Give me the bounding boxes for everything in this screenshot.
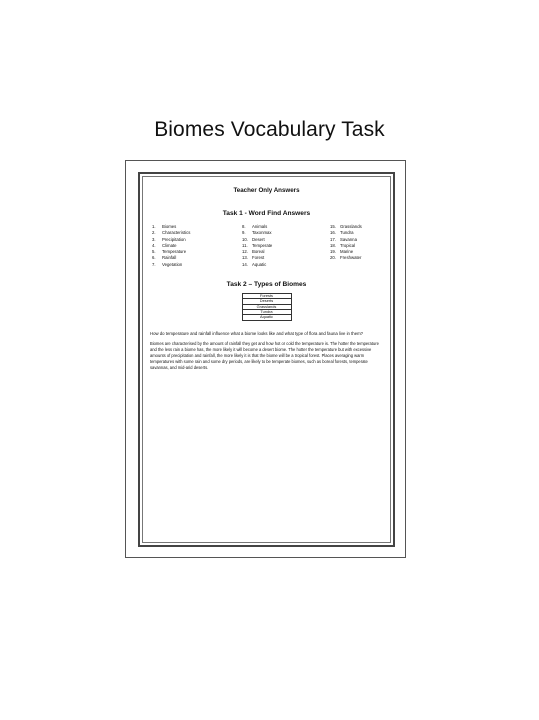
answer-column-2: [242, 224, 330, 268]
answer-number: 17.: [330, 236, 336, 242]
answer-number: 3.: [152, 236, 156, 242]
answer-number: 6.: [152, 255, 156, 261]
answer-word: Forest: [252, 255, 265, 261]
table-row: [242, 315, 291, 320]
biome-cell: Tundra: [242, 309, 291, 314]
answer-column-1: [152, 224, 242, 268]
answer-number: 2.: [152, 230, 156, 236]
answer-word: Grasslands: [340, 224, 362, 229]
answer-number: 16.: [330, 230, 336, 236]
answer-word: Animals: [252, 224, 268, 229]
answer-word: Marine: [340, 249, 354, 255]
page-heading: Biomes Vocabulary Task: [154, 118, 385, 141]
worksheet-content: [150, 187, 383, 371]
answer-number: 9.: [242, 230, 246, 236]
biome-cell: Aquatic: [242, 315, 291, 320]
word-find-answers: [150, 224, 383, 268]
answer-word: Boreal: [252, 249, 265, 255]
answer-number: 7.: [152, 261, 156, 267]
answer-number: 13.: [242, 255, 248, 261]
answer-word: Desert: [252, 236, 265, 242]
answer-item: [152, 262, 242, 268]
discussion-question: How do temperature and rainfall influence what a biome looks like and what type of flora and fauna live in them?: [150, 330, 364, 336]
answer-number: 15.: [330, 224, 336, 229]
answer-number: 11.: [242, 242, 248, 248]
biome-types-table: [242, 293, 292, 320]
answer-column-3: [330, 224, 380, 268]
answer-word: Temperature: [162, 249, 187, 255]
answer-word: Climate: [162, 242, 177, 248]
task1-heading: Task 1 - Word Find Answers: [222, 210, 311, 217]
document-title: Teacher Only Answers: [233, 187, 300, 194]
answer-number: 5.: [152, 249, 156, 255]
biome-cell: Forests: [242, 294, 291, 299]
answer-word: Aquatic: [252, 261, 267, 267]
answer-number: 20.: [330, 255, 336, 261]
answer-word: Rainfall: [162, 255, 177, 261]
biome-cell: Grasslands: [242, 304, 291, 309]
answer-word: Savanna: [340, 236, 357, 242]
answer-word: Vegetation: [162, 261, 183, 267]
answer-word: Taxonmax: [252, 230, 272, 236]
answer-word: Freshwater: [340, 255, 362, 261]
answer-word: Tundra: [340, 230, 354, 236]
answer-number: 14.: [242, 261, 248, 267]
answer-number: 10.: [242, 236, 248, 242]
worksheet-page: [125, 160, 406, 558]
answer-number: 8.: [242, 224, 246, 229]
answer-word: Biomes: [162, 224, 177, 229]
answer-item: [242, 262, 330, 268]
biome-cell: Deserts: [242, 299, 291, 304]
answer-number: 4.: [152, 242, 156, 248]
answer-item: [330, 255, 380, 261]
answer-word: Temperate: [252, 242, 273, 248]
answer-word: Tropical: [340, 242, 356, 248]
answer-number: 12.: [242, 249, 248, 255]
answer-word: Characteristics: [162, 230, 191, 236]
answer-word: Precipitation: [162, 236, 186, 242]
page-border: [138, 172, 395, 547]
answer-number: 1.: [152, 224, 156, 229]
task2-heading: Task 2 – Types of Biomes: [226, 281, 307, 289]
answer-number: 19.: [330, 249, 336, 255]
answer-number: 18.: [330, 242, 336, 248]
question-answer: Biomes are characterised by the amount of rainfall they get and how hot or cold the temperature is. The hotter the temperature and the less rain a biome has, the more likely it will become a desert biome. The hotter the temperature but with excessive amounts of precipitation and rainfall, the more likely it is that the biome will be a tropical forest. Places averaging warm temperatures with some rain and some dry periods, are likely to be temperate biomes, such as boreal forests, temperate savannas, and mid-arid deserts.: [150, 340, 379, 370]
